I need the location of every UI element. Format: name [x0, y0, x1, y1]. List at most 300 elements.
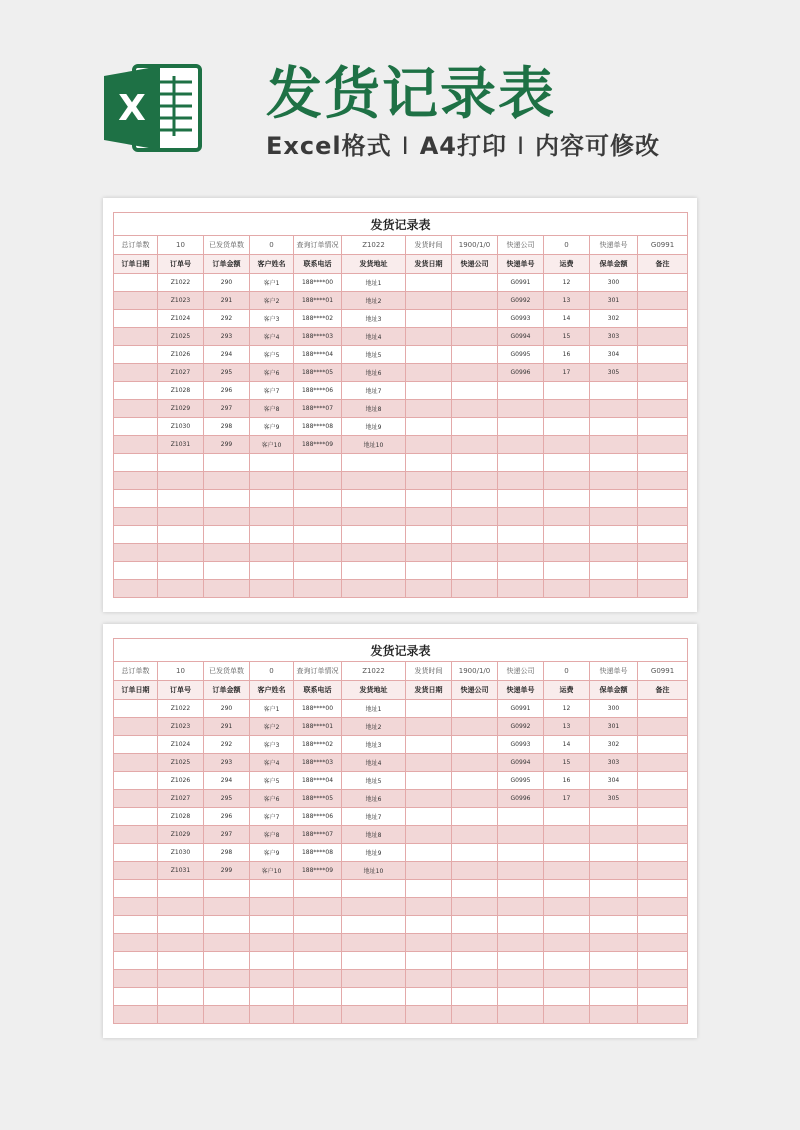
table-row	[114, 400, 688, 418]
table-cell: Z1027	[158, 790, 204, 808]
column-header: 保单金额	[590, 681, 638, 700]
table-row	[114, 790, 688, 808]
table-cell	[498, 490, 544, 508]
table-cell	[498, 508, 544, 526]
summary-row	[114, 662, 688, 681]
table-row	[114, 736, 688, 754]
table-cell	[114, 346, 158, 364]
table-cell	[342, 580, 406, 598]
table-cell	[250, 898, 294, 916]
table-cell: 299	[204, 436, 250, 454]
table-cell	[114, 454, 158, 472]
table-cell	[590, 862, 638, 880]
summary-label: 查询订单情况	[294, 662, 342, 681]
table-cell: 188****07	[294, 826, 342, 844]
table-cell	[452, 346, 498, 364]
table-cell	[342, 952, 406, 970]
table-cell	[498, 454, 544, 472]
table-cell	[342, 934, 406, 952]
column-header: 发货地址	[342, 681, 406, 700]
table-cell: 地址6	[342, 790, 406, 808]
summary-label: 快递单号	[590, 662, 638, 681]
table-cell	[452, 718, 498, 736]
table-cell	[250, 544, 294, 562]
table-cell	[498, 418, 544, 436]
table-cell	[204, 544, 250, 562]
table-row	[114, 808, 688, 826]
table-cell	[638, 526, 688, 544]
table-cell	[406, 544, 452, 562]
table-cell	[114, 364, 158, 382]
table-cell	[406, 880, 452, 898]
table-cell	[544, 400, 590, 418]
table-row	[114, 562, 688, 580]
table-cell	[406, 736, 452, 754]
table-cell: Z1025	[158, 754, 204, 772]
table-cell	[638, 328, 688, 346]
table-cell	[452, 952, 498, 970]
table-cell	[342, 454, 406, 472]
table-cell: 地址6	[342, 364, 406, 382]
table-cell	[544, 970, 590, 988]
table-cell	[114, 916, 158, 934]
table-cell	[452, 916, 498, 934]
table-cell	[452, 472, 498, 490]
table-cell	[294, 952, 342, 970]
table-cell: Z1026	[158, 772, 204, 790]
table-row	[114, 862, 688, 880]
table-cell	[114, 580, 158, 598]
table-cell	[114, 274, 158, 292]
summary-value: G0991	[638, 236, 688, 255]
table-cell	[544, 952, 590, 970]
table-cell	[342, 490, 406, 508]
table-cell	[544, 382, 590, 400]
table-row	[114, 364, 688, 382]
table-cell	[638, 898, 688, 916]
table-cell: 地址5	[342, 772, 406, 790]
table-cell	[452, 772, 498, 790]
table-cell: G0996	[498, 364, 544, 382]
table-cell	[590, 400, 638, 418]
table-cell	[250, 970, 294, 988]
table-cell	[342, 916, 406, 934]
table-cell	[406, 1006, 452, 1024]
table-cell: 188****03	[294, 754, 342, 772]
table-cell: 客户6	[250, 364, 294, 382]
table-cell	[638, 292, 688, 310]
table-cell	[114, 508, 158, 526]
table-cell	[406, 328, 452, 346]
table-cell	[638, 472, 688, 490]
table-cell	[452, 292, 498, 310]
table-cell: 地址8	[342, 400, 406, 418]
table-cell: 地址9	[342, 418, 406, 436]
table-cell	[544, 508, 590, 526]
table-cell: Z1030	[158, 418, 204, 436]
table-cell	[638, 382, 688, 400]
table-cell	[294, 934, 342, 952]
table-cell: Z1027	[158, 364, 204, 382]
table-cell	[590, 934, 638, 952]
logo-letter: X	[118, 88, 146, 129]
table-cell: 295	[204, 364, 250, 382]
subtitle-separator: I	[516, 132, 526, 160]
table-cell	[294, 898, 342, 916]
table-cell	[294, 1006, 342, 1024]
page-subtitle	[266, 126, 660, 161]
table-cell: G0991	[498, 700, 544, 718]
table-cell	[452, 880, 498, 898]
summary-row	[114, 236, 688, 255]
table-row	[114, 952, 688, 970]
table-cell: 292	[204, 736, 250, 754]
table-cell	[452, 490, 498, 508]
table-row	[114, 916, 688, 934]
table-cell	[498, 400, 544, 418]
table-row	[114, 454, 688, 472]
table-cell	[294, 562, 342, 580]
table-cell	[250, 934, 294, 952]
table-cell	[406, 472, 452, 490]
table-cell: G0994	[498, 328, 544, 346]
table-cell	[294, 880, 342, 898]
table-cell: Z1031	[158, 862, 204, 880]
table-cell	[544, 580, 590, 598]
summary-value: 10	[158, 662, 204, 681]
table-cell	[406, 718, 452, 736]
table-cell	[638, 310, 688, 328]
shipping-record-table	[113, 638, 688, 1024]
summary-label: 总订单数	[114, 662, 158, 681]
table-cell: 地址5	[342, 346, 406, 364]
table-cell	[406, 862, 452, 880]
table-cell: Z1023	[158, 292, 204, 310]
table-cell	[638, 718, 688, 736]
table-cell: Z1023	[158, 718, 204, 736]
table-cell: Z1031	[158, 436, 204, 454]
table-row	[114, 526, 688, 544]
column-header: 运费	[544, 681, 590, 700]
table-cell	[204, 580, 250, 598]
table-cell: 客户6	[250, 790, 294, 808]
table-cell	[498, 436, 544, 454]
table-cell	[498, 580, 544, 598]
table-cell	[544, 526, 590, 544]
table-cell	[544, 916, 590, 934]
table-cell	[590, 952, 638, 970]
table-cell: Z1024	[158, 736, 204, 754]
summary-label: 快递单号	[590, 236, 638, 255]
table-cell	[498, 952, 544, 970]
table-cell: 地址1	[342, 274, 406, 292]
table-cell: 188****05	[294, 790, 342, 808]
table-cell	[342, 988, 406, 1006]
table-cell: G0995	[498, 346, 544, 364]
table-cell	[590, 970, 638, 988]
table-cell: 客户1	[250, 700, 294, 718]
summary-label: 总订单数	[114, 236, 158, 255]
column-header: 订单日期	[114, 681, 158, 700]
table-cell: G0996	[498, 790, 544, 808]
table-cell	[452, 862, 498, 880]
table-cell	[406, 580, 452, 598]
table-cell	[544, 844, 590, 862]
table-cell	[114, 562, 158, 580]
table-cell	[204, 934, 250, 952]
table-row	[114, 436, 688, 454]
table-cell	[452, 400, 498, 418]
table-cell	[204, 970, 250, 988]
table-cell	[158, 880, 204, 898]
table-cell	[498, 472, 544, 490]
table-row	[114, 772, 688, 790]
table-cell	[544, 544, 590, 562]
summary-value: 0	[544, 236, 590, 255]
table-cell	[638, 364, 688, 382]
table-cell	[114, 934, 158, 952]
table-cell: 客户9	[250, 418, 294, 436]
table-cell	[638, 580, 688, 598]
table-cell	[114, 790, 158, 808]
table-cell	[544, 934, 590, 952]
table-cell	[590, 580, 638, 598]
table-cell	[638, 790, 688, 808]
table-cell	[638, 826, 688, 844]
sheet-title: 发货记录表	[114, 639, 688, 662]
table-cell	[114, 808, 158, 826]
table-cell: Z1030	[158, 844, 204, 862]
table-cell	[638, 418, 688, 436]
table-cell	[406, 274, 452, 292]
table-cell: 294	[204, 346, 250, 364]
subtitle-separator: I	[401, 132, 410, 160]
table-cell	[342, 508, 406, 526]
table-cell	[158, 526, 204, 544]
table-cell	[114, 382, 158, 400]
summary-value: 1900/1/0	[452, 236, 498, 255]
table-cell	[406, 844, 452, 862]
table-cell: 292	[204, 310, 250, 328]
table-cell	[638, 508, 688, 526]
table-cell	[452, 310, 498, 328]
table-cell	[114, 1006, 158, 1024]
table-cell: 297	[204, 400, 250, 418]
table-cell: Z1028	[158, 808, 204, 826]
table-cell	[590, 472, 638, 490]
table-cell: 188****03	[294, 328, 342, 346]
table-cell	[342, 970, 406, 988]
table-cell	[114, 700, 158, 718]
column-header: 发货日期	[406, 255, 452, 274]
table-cell	[498, 382, 544, 400]
table-cell	[114, 826, 158, 844]
table-cell: 地址9	[342, 844, 406, 862]
table-cell: 15	[544, 328, 590, 346]
table-cell	[204, 526, 250, 544]
table-cell	[590, 526, 638, 544]
table-cell: Z1026	[158, 346, 204, 364]
table-cell	[638, 736, 688, 754]
table-cell: 地址1	[342, 700, 406, 718]
table-cell: 188****00	[294, 274, 342, 292]
table-cell	[250, 916, 294, 934]
table-cell	[638, 952, 688, 970]
table-cell: 188****06	[294, 382, 342, 400]
column-header: 发货地址	[342, 255, 406, 274]
column-header-row	[114, 681, 688, 700]
table-cell	[158, 490, 204, 508]
column-header: 运费	[544, 255, 590, 274]
summary-label: 查询订单情况	[294, 236, 342, 255]
table-cell	[590, 490, 638, 508]
column-header: 联系电话	[294, 681, 342, 700]
table-cell: Z1025	[158, 328, 204, 346]
table-row	[114, 700, 688, 718]
table-cell: 294	[204, 772, 250, 790]
table-row	[114, 934, 688, 952]
table-cell	[204, 1006, 250, 1024]
table-cell	[406, 508, 452, 526]
table-cell	[498, 862, 544, 880]
table-cell	[498, 562, 544, 580]
table-row	[114, 844, 688, 862]
table-cell	[638, 562, 688, 580]
table-cell	[544, 808, 590, 826]
table-cell: Z1028	[158, 382, 204, 400]
table-cell	[406, 526, 452, 544]
table-cell	[590, 418, 638, 436]
table-cell: 客户7	[250, 808, 294, 826]
table-cell	[158, 916, 204, 934]
table-cell	[204, 490, 250, 508]
table-cell	[452, 700, 498, 718]
table-cell	[590, 988, 638, 1006]
table-cell: 303	[590, 754, 638, 772]
table-cell	[406, 400, 452, 418]
table-cell	[498, 898, 544, 916]
sheet-title-row	[114, 639, 688, 662]
subtitle-print: A4打印	[419, 132, 507, 160]
column-header: 备注	[638, 255, 688, 274]
table-cell	[158, 508, 204, 526]
table-cell: 299	[204, 862, 250, 880]
table-row	[114, 580, 688, 598]
table-cell: 地址2	[342, 718, 406, 736]
sheet-title-row	[114, 213, 688, 236]
table-cell: 客户8	[250, 826, 294, 844]
summary-value: G0991	[638, 662, 688, 681]
summary-label: 发货时间	[406, 236, 452, 255]
table-cell: 301	[590, 718, 638, 736]
table-cell	[590, 1006, 638, 1024]
table-cell: 304	[590, 346, 638, 364]
table-cell: 300	[590, 700, 638, 718]
column-header: 订单号	[158, 681, 204, 700]
table-cell	[250, 490, 294, 508]
table-cell	[638, 490, 688, 508]
table-cell	[638, 916, 688, 934]
table-row	[114, 754, 688, 772]
table-cell	[342, 472, 406, 490]
table-cell: G0995	[498, 772, 544, 790]
table-cell	[250, 1006, 294, 1024]
column-header-row	[114, 255, 688, 274]
table-cell	[590, 508, 638, 526]
table-cell	[114, 472, 158, 490]
table-cell: 188****06	[294, 808, 342, 826]
column-header: 订单日期	[114, 255, 158, 274]
table-cell	[406, 562, 452, 580]
table-cell	[638, 934, 688, 952]
table-cell: 297	[204, 826, 250, 844]
table-cell	[638, 436, 688, 454]
table-cell: 188****08	[294, 844, 342, 862]
table-cell	[342, 898, 406, 916]
table-cell: G0992	[498, 292, 544, 310]
column-header: 订单金额	[204, 255, 250, 274]
table-cell	[544, 898, 590, 916]
table-cell	[406, 436, 452, 454]
table-cell: 13	[544, 718, 590, 736]
table-cell	[452, 826, 498, 844]
table-cell: 17	[544, 790, 590, 808]
table-cell	[638, 844, 688, 862]
table-cell	[452, 418, 498, 436]
table-cell: 客户10	[250, 862, 294, 880]
table-row	[114, 310, 688, 328]
table-cell	[452, 562, 498, 580]
table-cell: 客户4	[250, 754, 294, 772]
table-cell	[638, 454, 688, 472]
table-cell	[294, 472, 342, 490]
table-cell: Z1024	[158, 310, 204, 328]
table-cell	[294, 544, 342, 562]
table-cell	[114, 970, 158, 988]
table-cell	[250, 952, 294, 970]
table-cell: 地址7	[342, 382, 406, 400]
table-cell: 地址10	[342, 436, 406, 454]
table-cell	[342, 562, 406, 580]
table-cell: 296	[204, 808, 250, 826]
table-cell	[406, 490, 452, 508]
table-cell	[498, 1006, 544, 1024]
table-cell	[498, 988, 544, 1006]
excel-logo-icon	[104, 62, 204, 154]
table-cell	[498, 916, 544, 934]
table-row	[114, 718, 688, 736]
table-cell	[294, 988, 342, 1006]
table-cell	[250, 562, 294, 580]
table-cell	[452, 274, 498, 292]
table-cell	[406, 700, 452, 718]
table-cell: G0991	[498, 274, 544, 292]
table-cell	[114, 292, 158, 310]
table-cell: 298	[204, 844, 250, 862]
table-cell	[158, 898, 204, 916]
table-cell	[342, 544, 406, 562]
table-cell	[452, 436, 498, 454]
sheet-preview-2	[103, 624, 697, 1038]
table-cell: Z1029	[158, 826, 204, 844]
table-cell	[406, 970, 452, 988]
table-cell	[204, 898, 250, 916]
table-row	[114, 970, 688, 988]
table-cell	[638, 274, 688, 292]
table-cell: 14	[544, 736, 590, 754]
table-cell: 地址4	[342, 754, 406, 772]
table-cell: 13	[544, 292, 590, 310]
